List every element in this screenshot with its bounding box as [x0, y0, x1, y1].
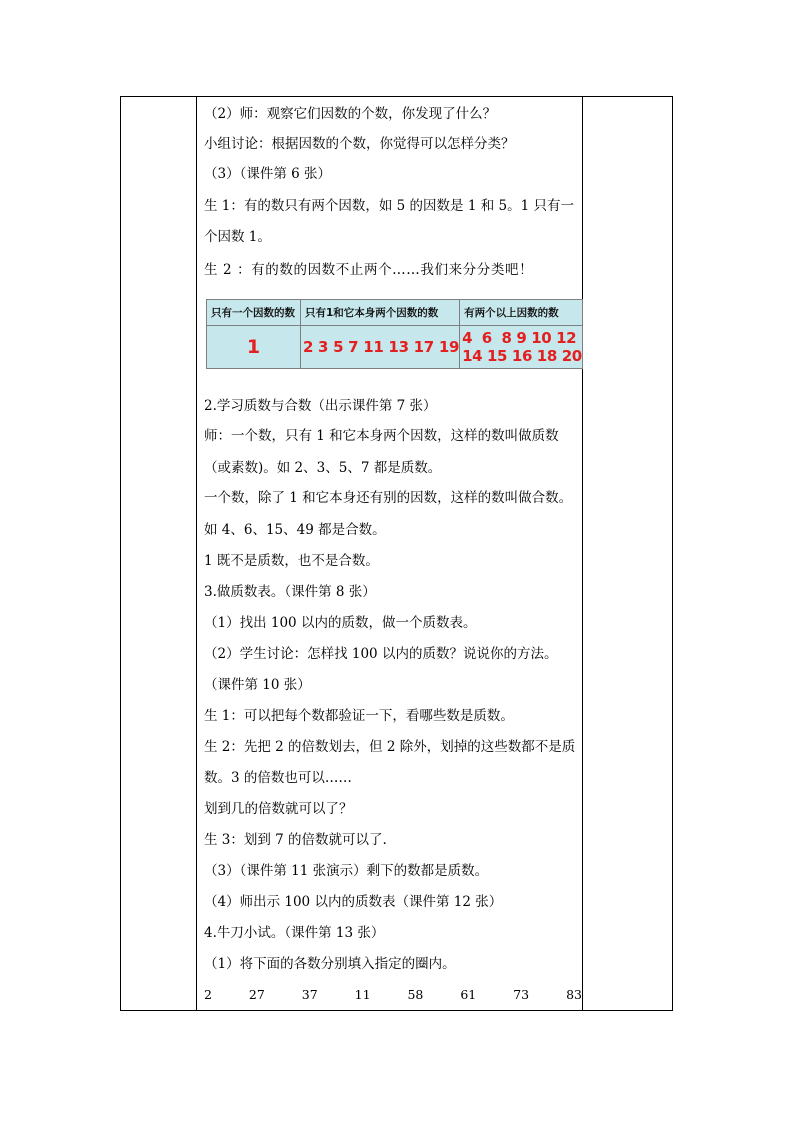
header-two-factors: 只有1和它本身两个因数的数: [301, 300, 460, 326]
number-row: [204, 986, 582, 1004]
text-line: （1）找出 100 以内的质数，做一个质数表。: [204, 615, 477, 631]
value-two-factors: 2 3 5 7 11 13 17 19: [301, 326, 460, 369]
text-line: 生 3：划到 7 的倍数就可以了.: [204, 832, 387, 848]
text-line: 生 1：有的数只有两个因数，如 5 的因数是 1 和 5。1 只有一: [204, 198, 574, 214]
number-item: 37: [301, 987, 318, 1002]
text-line: （或素数)。如 2、3、5、7 都是质数。: [204, 460, 442, 476]
value-more-factors: [460, 326, 583, 369]
text-line: 生 2：先把 2 的倍数划去，但 2 除外，划掉的这些数都不是质: [204, 739, 576, 755]
text-line: 3.做质数表。（课件第 8 张）: [204, 584, 376, 600]
text-line: 个因数 1。: [204, 229, 271, 245]
header-more-factors: 有两个以上因数的数: [460, 300, 583, 326]
text-line: 小组讨论：根据因数的个数，你觉得可以怎样分类？: [204, 136, 515, 152]
number-item: 58: [407, 987, 424, 1002]
right-column-divider: [582, 97, 583, 1010]
text-line: 师：一个数，只有 1 和它本身两个因数，这样的数叫做质数: [204, 428, 559, 444]
text-line: 4.牛刀小试。（课件第 13 张）: [204, 925, 385, 941]
text-line: 一个数，除了 1 和它本身还有别的因数，这样的数叫做合数。: [204, 490, 573, 506]
text-line: （3）（课件第 11 张演示）剩下的数都是质数。: [204, 863, 489, 879]
number-item: 2: [204, 987, 212, 1002]
header-only-one-factor: 只有一个因数的数: [207, 300, 301, 326]
category-value-row: [207, 326, 583, 369]
text-line: 生 1：可以把每个数都验证一下，看哪些数是质数。: [204, 708, 514, 724]
text-line: （2）学生讨论：怎样找 100 以内的质数？说说你的方法。: [204, 646, 558, 662]
text-line: （课件第 10 张）: [204, 677, 311, 693]
number-item: 11: [354, 987, 371, 1002]
text-line: 1 既不是质数，也不是合数。: [204, 553, 379, 569]
number-item: 61: [460, 987, 477, 1002]
left-column-divider: [196, 97, 197, 1010]
category-header-row: [207, 300, 583, 326]
text-line: （3）（课件第 6 张）: [204, 166, 332, 182]
value-only-one-factor: 1: [207, 326, 301, 369]
text-line: 划到几的倍数就可以了？: [204, 801, 353, 817]
text-line: 如 4、6、15、49 都是合数。: [204, 522, 386, 538]
text-line: 生 2 ：有的数的因数不止两个……我们来分分类吧！: [204, 262, 534, 278]
factor-category-table: [206, 299, 583, 369]
number-item: 73: [513, 987, 530, 1002]
number-item: 27: [248, 987, 265, 1002]
text-line: 2.学习质数与合数（出示课件第 7 张）: [204, 398, 437, 414]
number-item: 83: [566, 987, 582, 1002]
text-line: （4）师出示 100 以内的质数表（课件第 12 张）: [204, 894, 503, 910]
text-line: （2）师：观察它们因数的个数，你发现了什么？: [204, 106, 497, 122]
value-more-factors-line2: 14 15 16 18 20: [462, 347, 582, 365]
text-line: （1）将下面的各数分别填入指定的圈内。: [204, 956, 456, 972]
lesson-table: [120, 96, 673, 1011]
text-line: 数。3 的倍数也可以……: [204, 770, 352, 786]
value-more-factors-line1: 4 6 8 9 10 12: [462, 329, 577, 347]
